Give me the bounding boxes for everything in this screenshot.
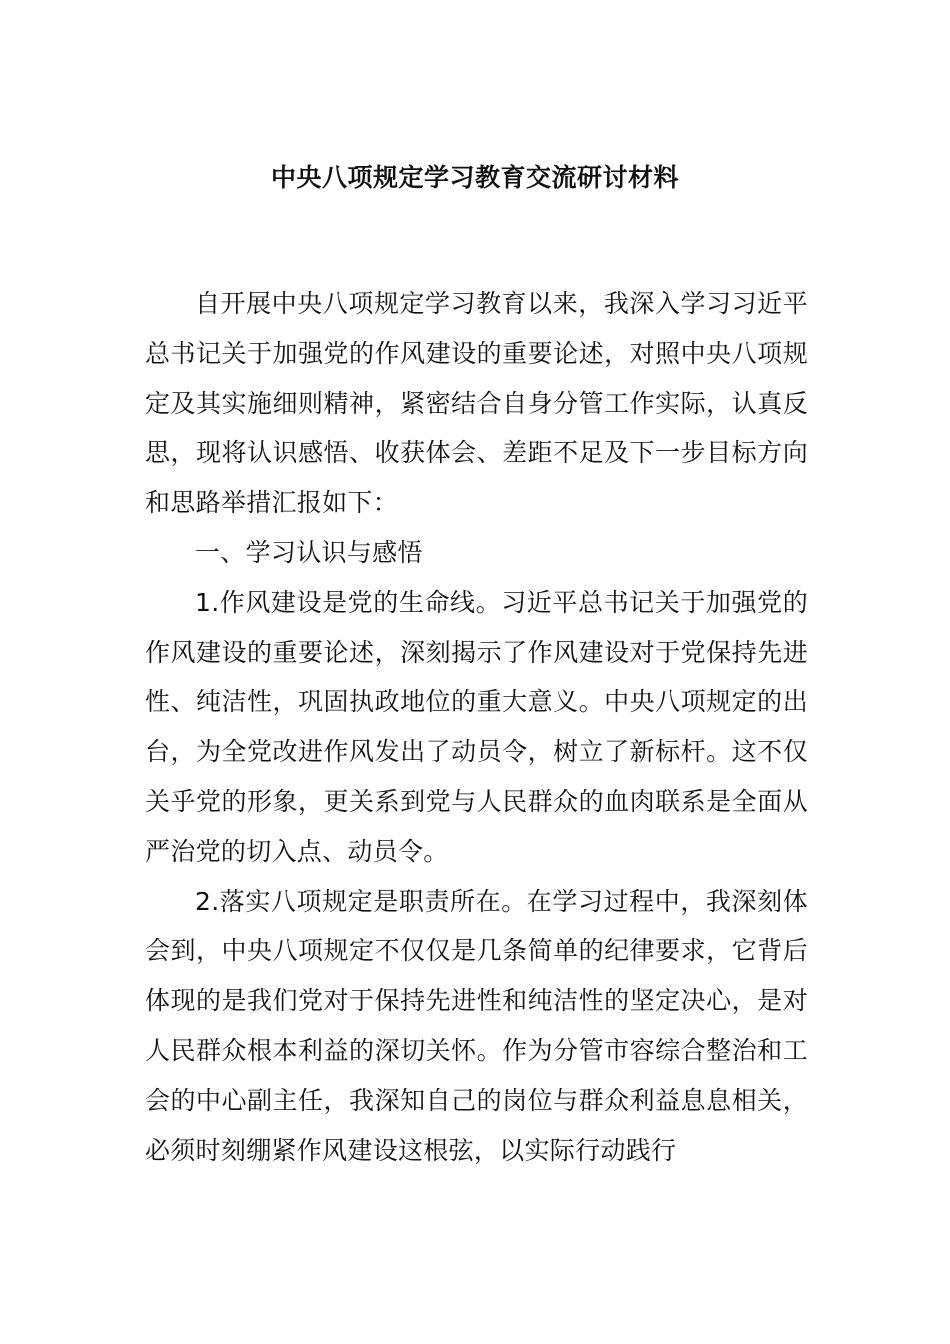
paragraph-point-1: 1.作风建设是党的生命线。习近平总书记关于加强党的作风建设的重要论述，深刻揭示了作风建设对于党保持先进性、纯洁性，巩固执政地位的重大意义。中央八项规定的出台，为全党改进作风发出了动员令，树立了新标杆。这不仅关乎党的形象，更关系到党与人民群众的血肉联系是全面从严治党的切入点、动员令。 (145, 587, 808, 866)
document-title: 中央八项规定学习教育交流研讨材料 (270, 163, 679, 192)
paragraph-intro: 自开展中央八项规定学习教育以来，我深入学习习近平总书记关于加强党的作风建设的重要论述，对照中央八项规定及其实施细则精神，紧密结合自身分管工作实际，认真反思，现将认识感悟、收获体会、差距不足及下一步目标方向和思路举措汇报如下： (145, 289, 808, 518)
paragraph-point-2: 2.落实八项规定是职责所在。在学习过程中，我深刻体会到，中央八项规定不仅仅是几条简单的纪律要求，它背后体现的是我们党对于保持先进性和纯洁性的坚定决心，是对人民群众根本利益的深切关怀。作为分管市容综合整治和工会的中心副主任，我深知自己的岗位与群众利益息息相关，必须时刻绷紧作风建设这根弦，以实际行动践行 (145, 886, 808, 1165)
document-body (145, 279, 808, 1175)
section-heading-1: 一、学习认识与感悟 (195, 537, 423, 567)
